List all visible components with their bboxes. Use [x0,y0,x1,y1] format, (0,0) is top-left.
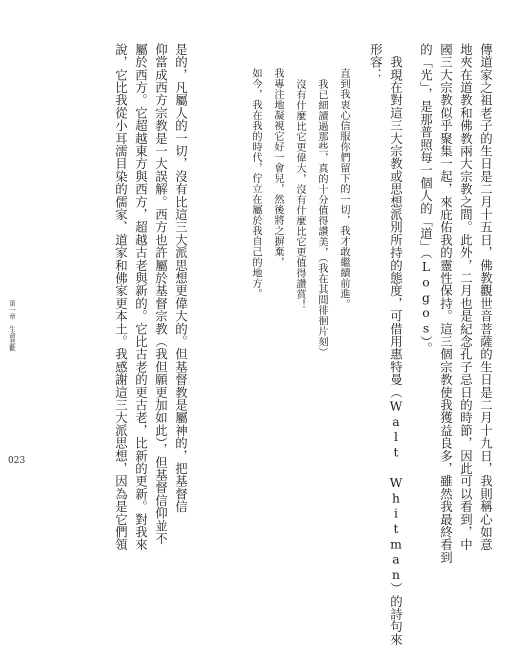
body-text-column: 說，它比我從小耳濡目染的儒家、道家和佛家更本土。我感謝這三大派思想，因為是它們領 [113,43,129,551]
body-text-column: 國三大宗教似乎聚集一起，來庇佑我的靈性保持。這三個宗教使我獲益良多，雖然我最終看到 [438,43,454,564]
poem-quote-line: 我已細讀過那些，真的十分值得讚美，（我在其間徘徊片刻） [316,79,327,358]
poem-quote-line: 如今，我在我的時代，佇立在屬於我自己的地方。 [250,68,261,299]
body-text-column: 形容： [368,43,384,82]
body-text-column: 我現在對這三大宗教或思想派別所持的態度，可借用惠特曼（Walt Whitman）的詩句來 [388,43,404,646]
body-text-column: 屬於西方。它超越東方與西方，超越古老與新的。它比古老的更古老，比新的更新。對我來 [133,43,149,551]
page-number: 023 [8,456,26,466]
body-text-column: 地夾在道教和佛教兩大宗教之間。此外，二月也是紀念孔子忌日的時節，因此可以看到，中 [458,43,474,551]
poem-quote-line: 直到我衷心信服你們留下的一切，我才敢繼續前進。 [338,68,349,310]
poem-quote-line: 沒有什麼比它更偉大，沒有什麼比它更值得讚賞！ [294,79,305,310]
body-text-column: 的「光」，是那普照每一個人的「道」（Logos）。 [418,43,434,355]
body-text-column: 仰當成西方宗教是一大誤解。西方也許屬於基督宗教（我但願更加如此），但基督信仰並不 [153,43,169,545]
poem-quote-line: 我專注地凝視它好一會兒，然後將之摒棄， [272,68,283,268]
body-text-column: 是的，凡屬人的一切，沒有比這三大派思想更偉大的。但基督教是屬神的，把基督信 [173,43,189,513]
chapter-label: 第一章 生命悲歡 [8,300,16,352]
body-text-column: 傳道家之祖老子的生日是二月十五日，佛教觀世音菩薩的生日是二月十九日，我則稱心如意 [478,43,494,551]
